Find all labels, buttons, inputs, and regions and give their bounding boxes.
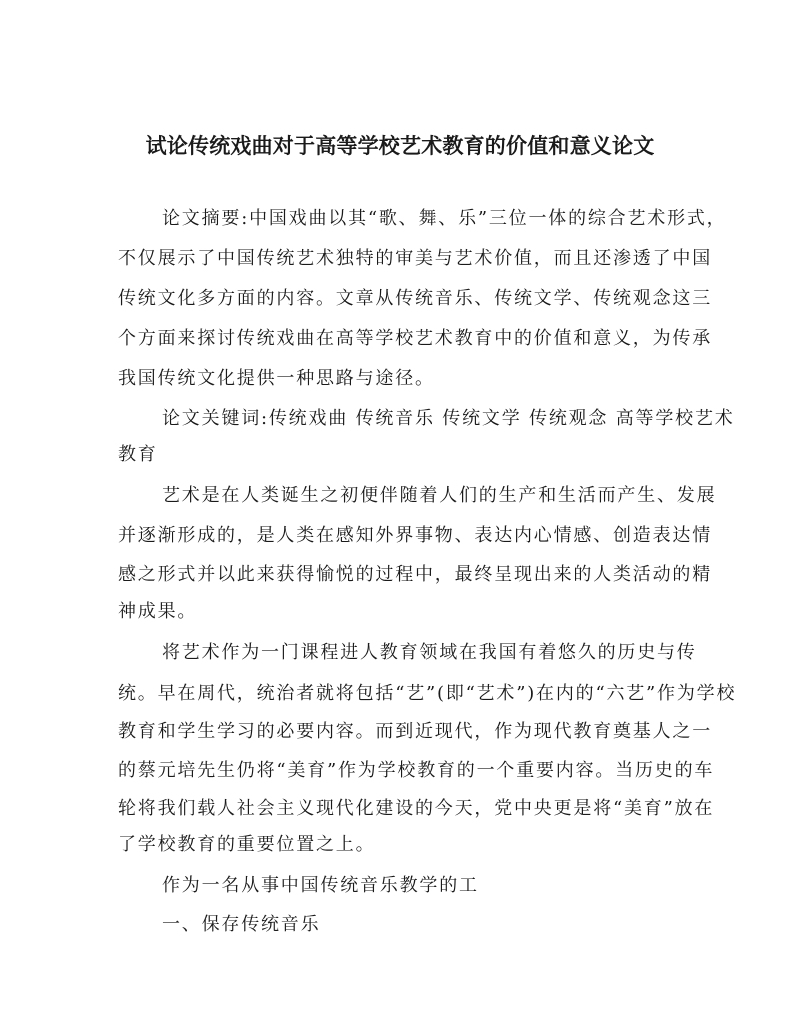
keywords-line-2: 教育 — [118, 444, 158, 465]
section-heading-1: 一、保存传统音乐 — [162, 914, 321, 935]
abstract-line-2: 不仅展示了中国传统艺术独特的审美与艺术价值，而且还渗透了中国 — [118, 248, 712, 269]
body-paragraph-1-line-4: 神成果。 — [118, 601, 198, 622]
body-paragraph-2-line-3: 教育和学生学习的必要内容。而到近现代，作为现代教育奠基人之一 — [118, 721, 712, 742]
abstract-line-1: 论文摘要:中国戏曲以其“歌、舞、乐”三位一体的综合艺术形式， — [162, 208, 727, 229]
abstract-line-4: 个方面来探讨传统戏曲在高等学校艺术教育中的价值和意义，为传承 — [118, 328, 712, 349]
body-paragraph-2-line-2: 统。早在周代，统治者就将包括“艺”(即“艺术”)在内的“六艺”作为学校 — [118, 683, 737, 704]
abstract-line-3: 传统文化多方面的内容。文章从传统音乐、传统文学、传统观念这三 — [118, 288, 712, 309]
body-paragraph-1-line-2: 并逐渐形成的，是人类在感知外界事物、表达内心情感、创造表达情 — [118, 525, 712, 546]
body-paragraph-2-line-6: 了学校教育的重要位置之上。 — [118, 834, 376, 855]
body-paragraph-2-line-1: 将艺术作为一门课程进人教育领域在我国有着悠久的历史与传 — [162, 642, 697, 663]
body-paragraph-2-line-5: 轮将我们载人社会主义现代化建设的今天，党中央更是将“美育”放在 — [118, 798, 715, 819]
body-paragraph-1-line-3: 感之形式并以此来获得愉悦的过程中，最终呈现出来的人类活动的精 — [118, 564, 712, 585]
abstract-line-5: 我国传统文化提供一种思路与途径。 — [118, 368, 435, 389]
body-paragraph-2-line-4: 的蔡元培先生仍将“美育”作为学校教育的一个重要内容。当历史的车 — [118, 760, 715, 781]
body-paragraph-1-line-1: 艺术是在人类诞生之初便伴随着人们的生产和生活而产生、发展 — [162, 485, 717, 506]
document-title: 试论传统戏曲对于高等学校艺术教育的价值和意义论文 — [145, 134, 655, 158]
body-paragraph-3-line-1: 作为一名从事中国传统音乐教学的工 — [162, 875, 479, 896]
keywords-line-1: 论文关键词:传统戏曲 传统音乐 传统文学 传统观念 高等学校艺术 — [162, 408, 735, 429]
